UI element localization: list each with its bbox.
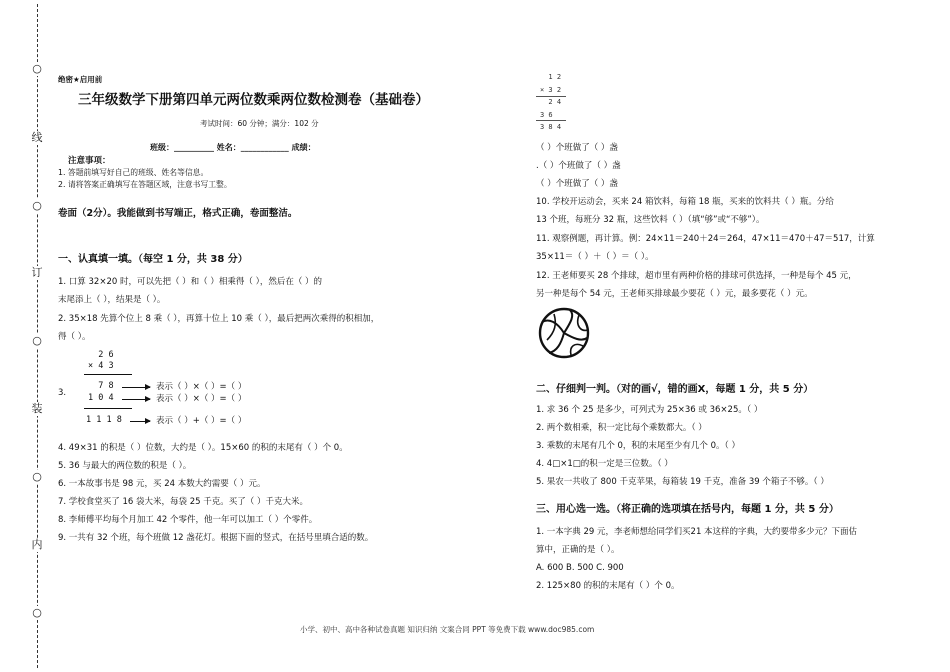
student-fields: 班级：__________ 姓名：____________ 成绩： bbox=[150, 143, 316, 152]
q6: 6. 一本故事书是 98 元，买 24 本数大约需要（ ）元。 bbox=[58, 479, 266, 489]
choice-q1-options: A. 600 B. 500 C. 900 bbox=[536, 563, 624, 573]
q9-fill-2: .（ ）个班做了（ ）盏 bbox=[536, 161, 621, 171]
volleyball-icon bbox=[537, 306, 591, 360]
arrow-icon bbox=[122, 387, 150, 388]
binding-circle: ○ bbox=[30, 199, 44, 213]
q9-fill-3: （ ）个班做了（ ）盏 bbox=[536, 179, 618, 189]
q3-calc-rule bbox=[84, 408, 132, 409]
q5: 5. 36 与最大的两位数的积是（ ）。 bbox=[58, 461, 192, 471]
q11-line-2: 35×11＝（ ）＋（ ）＝（ ）。 bbox=[536, 252, 654, 262]
q3-label: 3. bbox=[58, 388, 67, 398]
q9-fill-1: （ ）个班做了（ ）盏 bbox=[536, 143, 618, 153]
q3-explain-1: 表示（ ）×（ ）=（ ） bbox=[156, 382, 247, 392]
page-footer: 小学、初中、高中各种试卷真题 知识归纳 文案合同 PPT 等免费下载 www.doc985.com bbox=[300, 625, 595, 634]
judge-item-3: 3. 乘数的末尾有几个 0，积的末尾至少有几个 0。（ ） bbox=[536, 441, 740, 451]
binding-circle: ○ bbox=[30, 470, 44, 484]
q12-line-2: 另一种是每个 54 元，王老师买排球最少要花（ ）元，最多要花（ ）元。 bbox=[536, 289, 813, 299]
q9-calc-multiplicand: 1 2 bbox=[540, 73, 562, 81]
note-1: 1. 答题前填写好自己的班级、姓名等信息。 bbox=[58, 168, 209, 177]
judge-item-4: 4. 4□×1□的积一定是三位数。（ ） bbox=[536, 459, 673, 469]
note-2: 2. 请将答案正确填写在答题区域，注意书写工整。 bbox=[58, 180, 232, 189]
binding-char-inner: 内 bbox=[31, 538, 43, 551]
choice-q1-line-1: 1. 一本字典 29 元，李老师想给同学们买21 本这样的字典，大约要带多少元？下面估 bbox=[536, 527, 858, 537]
judge-item-2: 2. 两个数相乘，积一定比每个乘数都大。（ ） bbox=[536, 423, 707, 433]
q9-calc-rule bbox=[536, 120, 566, 121]
q4: 4. 49×31 的积是（ ）位数，大约是（ ）。15×60 的积的末尾有（ ）个 0。 bbox=[58, 443, 348, 453]
judge-item-5: 5. 果农一共收了 800 千克苹果，每箱装 19 千克，准备 39 个箱子不够。（ ） bbox=[536, 477, 829, 487]
q9: 9. 一共有 32 个班，每个班做 12 盏花灯。根据下面的竖式，在括号里填合适的数。 bbox=[58, 533, 374, 543]
q9-calc-multiplier: × 3 2 bbox=[540, 86, 562, 94]
q8: 8. 李师傅平均每个月加工 42 个零件，他一年可以加工（ ）个零件。 bbox=[58, 515, 318, 525]
q10-line-1: 10. 学校开运动会，买来 24 箱饮料，每箱 18 瓶，买来的饮料共（ ）瓶。分给 bbox=[536, 197, 834, 207]
q3-calc-multiplier: × 4 3 bbox=[88, 361, 114, 371]
secret-label: 绝密★启用前 bbox=[58, 75, 103, 84]
q3-calc-rule bbox=[84, 374, 132, 375]
notes-title: 注意事项： bbox=[68, 156, 111, 166]
q3-calc-partial-1: 7 8 bbox=[88, 381, 114, 391]
binding-char-line: 线 bbox=[31, 131, 43, 144]
choice-q1-line-2: 算中，正确的是（ ）。 bbox=[536, 545, 620, 555]
q2-line-1: 2. 35×18 先算个位上 8 乘（ ），再算十位上 10 乘（ ），最后把两次乘得的积相加， bbox=[58, 314, 380, 324]
q1-line-1: 1. 口算 32×20 时，可以先把（ ）和（ ）相乘得（ ），然后在（ ）的 bbox=[58, 277, 323, 287]
binding-circle: ○ bbox=[30, 62, 44, 76]
judge-item-1: 1. 求 36 个 25 是多少，可列式为 25×36 或 36×25。（ ） bbox=[536, 405, 763, 415]
section-2-heading: 二、仔细判一判。（对的画√，错的画X，每题 1 分，共 5 分） bbox=[536, 384, 814, 395]
q7: 7. 学校食堂买了 16 袋大米，每袋 25 千克。买了（ ）千克大米。 bbox=[58, 497, 308, 507]
q3-explain-3: 表示（ ）+（ ）=（ ） bbox=[156, 416, 247, 426]
q9-calc-product: 3 8 4 bbox=[540, 123, 562, 131]
section-1-heading: 一、认真填一填。（每空 1 分，共 38 分） bbox=[58, 254, 248, 265]
q9-calc-partial-2: 3 6 bbox=[540, 111, 553, 119]
q1-line-2: 末尾添上（ ），结果是（ ）。 bbox=[58, 295, 166, 305]
binding-char-order: 订 bbox=[31, 266, 43, 279]
binding-char-bind: 装 bbox=[31, 402, 43, 415]
q3-calc-partial-2: 1 0 4 bbox=[88, 393, 114, 403]
section-3-heading: 三、用心选一选。（将正确的选项填在括号内，每题 1 分，共 5 分） bbox=[536, 504, 839, 515]
arrow-icon bbox=[130, 421, 150, 422]
choice-q2: 2. 125×80 的积的末尾有（ ）个 0。 bbox=[536, 581, 680, 591]
binding-margin bbox=[0, 0, 44, 672]
q2-line-2: 得（ ）。 bbox=[58, 332, 91, 342]
q10-line-2: 13 个班，每班分 32 瓶，这些饮料（ ）（填“够”或“不够”）。 bbox=[536, 215, 765, 225]
binding-circle: ○ bbox=[30, 606, 44, 620]
q12-line-1: 12. 王老师要买 28 个排球，超市里有两种价格的排球可供选择，一种是每个 45 元， bbox=[536, 271, 857, 281]
neatness-note: 卷面（2分）。我能做到书写端正，格式正确，卷面整洁。 bbox=[58, 208, 298, 219]
page-title: 三年级数学下册第四单元两位数乘两位数检测卷（基础卷） bbox=[78, 92, 429, 108]
q11-line-1: 11. 观察例题，再计算。例：24×11＝240＋24＝264，47×11＝470＋47＝517，计算 bbox=[536, 234, 875, 244]
binding-circle: ○ bbox=[30, 334, 44, 348]
q3-calc-multiplicand: 2 6 bbox=[88, 350, 114, 360]
q3-explain-2: 表示（ ）×（ ）=（ ） bbox=[156, 394, 247, 404]
arrow-icon bbox=[122, 399, 150, 400]
q9-calc-partial-1: 2 4 bbox=[540, 98, 562, 106]
q3-calc-product: 1 1 1 8 bbox=[86, 415, 122, 425]
exam-info: 考试时间：60 分钟；满分：102 分 bbox=[200, 119, 319, 128]
